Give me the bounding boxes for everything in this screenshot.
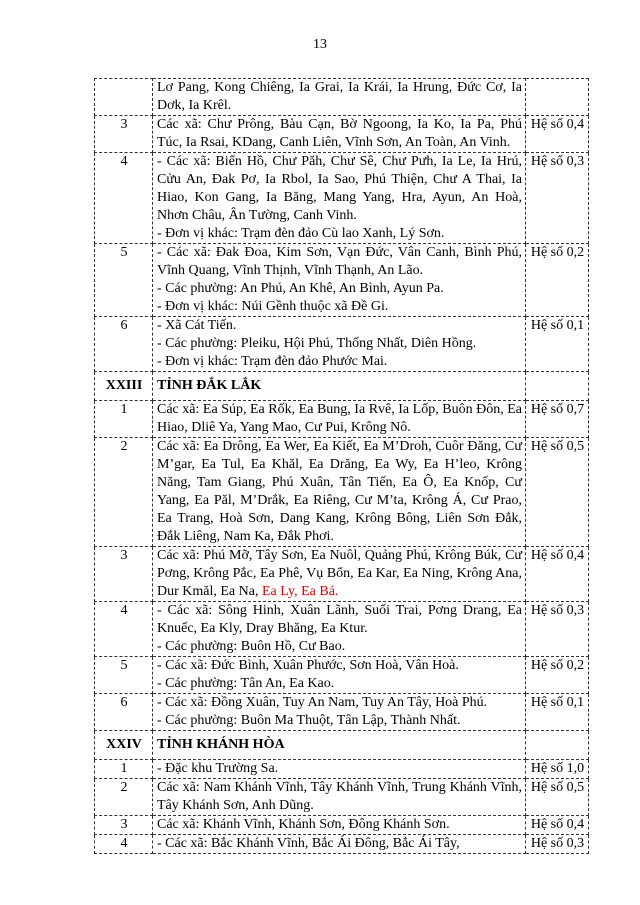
area-list-line — [157, 712, 522, 730]
table-row — [95, 547, 589, 602]
area-text: - Đặc khu Trường Sa. — [157, 761, 279, 776]
row-number: 3 — [95, 116, 153, 153]
row-number: 2 — [95, 438, 153, 547]
area-text: - Các xã: Sông Hinh, Xuân Lãnh, Suối Trai, Pơng Drang, Ea Knuếc, Ea Kly, Dray Bhăng, Ea Ktur. — [157, 603, 522, 636]
area-text: Các xã: Nam Khánh Vĩnh, Tây Khánh Vĩnh, Trung Khánh Vĩnh, Tây Khánh Sơn, Anh Dũng. — [157, 780, 522, 813]
area-text: Các xã: Phú Mỡ, Tây Sơn, Ea Nuôl, Quảng Phú, Krông Búk, Cư Pơng, Krông Pắc, Ea Phê, Vụ Bổn, Ea Kar, Ea Ning, Krông Ana, Dur Kmăl, Ea Na, — [157, 548, 522, 599]
row-number: 2 — [95, 779, 153, 816]
area-list-line — [157, 153, 522, 225]
area-list-line — [157, 602, 522, 638]
table-row — [95, 694, 589, 731]
area-text: - Các phường: Pleiku, Hội Phú, Thống Nhất, Diên Hồng. — [157, 336, 477, 351]
area-list-cell — [153, 438, 526, 547]
coefficient-cell: Hệ số 0,7 — [526, 401, 589, 438]
province-section-row — [95, 731, 589, 760]
table-row — [95, 116, 589, 153]
area-text: - Đơn vị khác: Trạm đèn đảo Phước Mai. — [157, 354, 388, 369]
coefficient-cell: Hệ số 0,4 — [526, 816, 589, 835]
section-title: TỈNH KHÁNH HÒA — [153, 731, 526, 760]
section-number: XXIV — [95, 731, 153, 760]
area-list-line — [157, 79, 522, 115]
area-list-cell — [153, 835, 526, 854]
section-empty-cell — [526, 731, 589, 760]
area-list-line — [157, 438, 522, 546]
area-text: Các xã: Khánh Vĩnh, Khánh Sơn, Đông Khánh Sơn. — [157, 817, 450, 832]
section-title: TỈNH ĐẮK LẮK — [153, 372, 526, 401]
row-number — [95, 79, 153, 116]
coefficient-cell: Hệ số 0,3 — [526, 153, 589, 244]
area-text: - Các phường: Buôn Hồ, Cư Bao. — [157, 639, 346, 654]
table-row — [95, 816, 589, 835]
section-number: XXIII — [95, 372, 153, 401]
area-text: - Các xã: Bắc Khánh Vĩnh, Bắc Ái Đông, Bắc Ái Tây, — [157, 836, 460, 851]
area-text: Các xã: Ea Súp, Ea Rốk, Ea Bung, Ia Rvê, Ia Lốp, Buôn Đôn, Ea Hiao, Dliê Ya, Yang Mao, Cư Pui, Krông Nô. — [157, 402, 522, 435]
coefficient-cell: Hệ số 0,5 — [526, 779, 589, 816]
area-list-line — [157, 547, 522, 601]
area-list-cell — [153, 602, 526, 657]
row-number: 6 — [95, 694, 153, 731]
area-list-line — [157, 244, 522, 280]
area-list-line — [157, 317, 522, 335]
area-list-cell — [153, 244, 526, 317]
area-text: Các xã: Chư Prông, Bàu Cạn, Bờ Ngoong, Ia Ko, Ia Pa, Phú Túc, Ia Rsai, KDang, Canh Liên, Vĩnh Sơn, An Toàn, An Vinh. — [157, 117, 522, 150]
area-list-line — [157, 225, 522, 243]
table-row — [95, 79, 589, 116]
row-number: 5 — [95, 657, 153, 694]
area-list-line — [157, 675, 522, 693]
area-list-cell — [153, 779, 526, 816]
area-list-cell — [153, 317, 526, 372]
area-list-line — [157, 401, 522, 437]
table-row — [95, 779, 589, 816]
coefficient-cell — [526, 79, 589, 116]
row-number: 5 — [95, 244, 153, 317]
area-text: Các xã: Ea Drông, Ea Wer, Ea Kiết, Ea M’Droh, Cuôr Đăng, Cư M’gar, Ea Tul, Ea Khăl, Ea Drăng, Ea Wy, Ea H’leo, Krông Năng, Tam Giang, Phú Xuân, Tân Tiến, Ea Ô, Ea Knốp, Cư Yang, Ea Păl, M’Drắk, Ea Riêng, Cư M’ta, Krông Á, Cư Prao, Ea Trang, Hoà Sơn, Dang Kang, Krông Bông, Liên Sơn Đắk, Đắk Liêng, Nam Ka, Đắk Phơi. — [157, 439, 522, 544]
area-text: - Các xã: Đồng Xuân, Tuy An Nam, Tuy An Tây, Hoà Phú. — [157, 695, 488, 710]
coefficient-cell: Hệ số 0,5 — [526, 438, 589, 547]
row-number: 4 — [95, 602, 153, 657]
row-number: 4 — [95, 153, 153, 244]
row-number: 1 — [95, 760, 153, 779]
area-list-line — [157, 116, 522, 152]
coefficient-cell: Hệ số 0,1 — [526, 694, 589, 731]
province-section-row — [95, 372, 589, 401]
row-number: 4 — [95, 835, 153, 854]
row-number: 1 — [95, 401, 153, 438]
area-list-line — [157, 760, 522, 778]
area-list-line — [157, 280, 522, 298]
area-list-cell — [153, 401, 526, 438]
coefficient-cell: Hệ số 0,3 — [526, 835, 589, 854]
area-list-line — [157, 657, 522, 675]
area-list-cell — [153, 116, 526, 153]
area-text: - Các phường: Tân An, Ea Kao. — [157, 676, 335, 691]
area-list-line — [157, 353, 522, 371]
section-empty-cell — [526, 372, 589, 401]
area-text: - Các phường: Buôn Ma Thuột, Tân Lập, Thành Nhất. — [157, 713, 461, 728]
area-list-line — [157, 335, 522, 353]
area-list-line — [157, 638, 522, 656]
area-list-line — [157, 816, 522, 834]
area-text: - Các xã: Đức Bình, Xuân Phước, Sơn Hoà, Vân Hoà. — [157, 658, 459, 673]
area-list-cell — [153, 153, 526, 244]
table-row — [95, 401, 589, 438]
area-list-cell — [153, 760, 526, 779]
table-row — [95, 602, 589, 657]
highlighted-text: Ea Ly, Ea Bá. — [261, 584, 339, 599]
allowance-coefficient-table — [94, 78, 589, 854]
coefficient-cell: Hệ số 0,4 — [526, 547, 589, 602]
coefficient-cell: Hệ số 0,1 — [526, 317, 589, 372]
coefficient-cell: Hệ số 0,4 — [526, 116, 589, 153]
row-number: 3 — [95, 816, 153, 835]
area-list-cell — [153, 79, 526, 116]
area-text: - Đơn vị khác: Núi Gềnh thuộc xã Đề Gi. — [157, 299, 389, 314]
area-text: - Các xã: Đak Đoa, Kim Sơn, Vạn Đức, Vân Canh, Bình Phú, Vĩnh Quang, Vĩnh Thịnh, Vĩnh Thạnh, An Lão. — [157, 245, 522, 278]
area-text: - Đơn vị khác: Trạm đèn đảo Cù lao Xanh, Lý Sơn. — [157, 226, 445, 241]
area-list-cell — [153, 547, 526, 602]
table-row — [95, 760, 589, 779]
area-list-line — [157, 779, 522, 815]
coefficient-cell: Hệ số 0,2 — [526, 657, 589, 694]
table-row — [95, 438, 589, 547]
area-list-line — [157, 694, 522, 712]
table-row — [95, 657, 589, 694]
area-text: - Xã Cát Tiến. — [157, 318, 237, 333]
coefficient-cell: Hệ số 0,2 — [526, 244, 589, 317]
coefficient-cell: Hệ số 1,0 — [526, 760, 589, 779]
table-row — [95, 244, 589, 317]
row-number: 3 — [95, 547, 153, 602]
area-text: - Các xã: Biển Hồ, Chư Păh, Chư Sê, Chư Pưh, Ia Le, Ia Hrú, Cửu An, Đak Pơ, Ia Rbol, Ia Sao, Phú Thiện, Chư A Thai, Ia Hiao, Kon Gang, Ia Băng, Mang Yang, Hra, Ayun, An Hoà, Nhơn Châu, Ân Tường, Canh Vinh. — [157, 154, 522, 223]
table-row — [95, 835, 589, 854]
table-row — [95, 153, 589, 244]
area-list-cell — [153, 694, 526, 731]
table-row — [95, 317, 589, 372]
area-list-cell — [153, 816, 526, 835]
area-list-line — [157, 835, 522, 853]
page-number: 13 — [313, 37, 327, 52]
row-number: 6 — [95, 317, 153, 372]
area-text: Lơ Pang, Kong Chiêng, Ia Grai, Ia Krái, Ia Hrung, Đức Cơ, Ia Dơk, Ia Krêl. — [157, 80, 522, 113]
coefficient-cell: Hệ số 0,3 — [526, 602, 589, 657]
area-list-cell — [153, 657, 526, 694]
area-list-line — [157, 298, 522, 316]
area-text: - Các phường: An Phú, An Khê, An Bình, Ayun Pa. — [157, 281, 444, 296]
